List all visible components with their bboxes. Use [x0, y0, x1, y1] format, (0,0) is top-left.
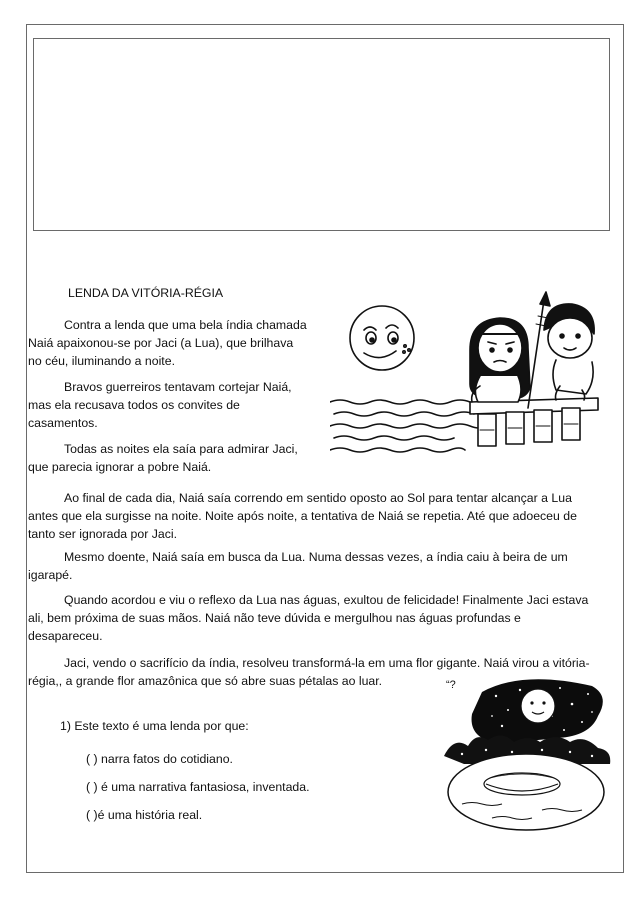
night-lake-moon-illustration: [442, 676, 612, 836]
paragraph-1-line-1: Contra a lenda que uma bela índia chamada: [64, 318, 307, 332]
question-option-1: ( ) narra fatos do cotidiano.: [86, 752, 233, 766]
paragraph-6-line-3: desapareceu.: [28, 629, 103, 643]
paragraph-7-line-1: Jaci, vendo o sacrifício da índia, resolveu transformá-la em uma flor gigante. Naiá virou a vitória-: [64, 656, 590, 670]
paragraph-1-line-3: no céu, iluminando a noite.: [28, 354, 175, 368]
paragraph-4-line-2: antes que ela surgisse na noite. Noite após noite, a tentativa de Naiá se repetia. Até que adoeceu de: [28, 509, 577, 523]
figure-mark: “?: [446, 679, 456, 691]
moon-and-children-illustration: [330, 290, 602, 460]
paragraph-2-line-3: casamentos.: [28, 416, 98, 430]
lake: [448, 754, 604, 830]
paragraph-4-line-1: Ao final de cada dia, Naiá saía correndo em sentido oposto ao Sol para tentar alcançar a Lua: [64, 491, 572, 505]
paragraph-2-line-1: Bravos guerreiros tentavam cortejar Naiá,: [64, 380, 292, 394]
water-waves: [330, 400, 485, 452]
paragraph-6-line-2: ali, bem próxima de suas mãos. Naiá não teve dúvida e mergulhou nas águas profundas e: [28, 611, 521, 625]
paragraph-5-line-1: Mesmo doente, Naiá saía em busca da Lua. Numa dessas vezes, a índia caiu à beira de um: [64, 550, 568, 564]
document-title: LENDA DA VITÓRIA-RÉGIA: [68, 286, 224, 300]
question-option-2: ( ) é uma narrativa fantasiosa, inventada.: [86, 780, 310, 794]
moon-face-icon: [350, 306, 414, 370]
spear-icon: [528, 292, 550, 408]
paragraph-3-line-2: que parecia ignorar a pobre Naiá.: [28, 460, 212, 474]
paragraph-2-line-2: mas ela recusava todos os convites de: [28, 398, 240, 412]
indigenous-girl-figure: [470, 318, 530, 402]
question-option-3: ( )é uma história real.: [86, 808, 203, 822]
moon-face-icon: [521, 689, 555, 723]
paragraph-7-line-2: régia,, a grande flor amazônica que só abre suas pétalas ao luar.: [28, 674, 383, 688]
paragraph-3-line-1: Todas as noites ela saía para admirar Jaci,: [64, 442, 298, 456]
question-prompt: 1) Este texto é uma lenda por que:: [60, 719, 249, 733]
paragraph-5-line-2: igarapé.: [28, 568, 73, 582]
header-box: [33, 38, 610, 231]
paragraph-6-line-1: Quando acordou e viu o reflexo da Lua nas águas, exultou de felicidade! Finalmente Jaci estava: [64, 593, 589, 607]
paragraph-1-line-2: Naiá apaixonou-se por Jaci (a Lua), que brilhava: [28, 336, 294, 350]
wooden-dock: [470, 398, 598, 446]
indigenous-boy-figure: [544, 304, 594, 400]
paragraph-4-line-3: tanto ser ignorada por Jaci.: [28, 527, 178, 541]
